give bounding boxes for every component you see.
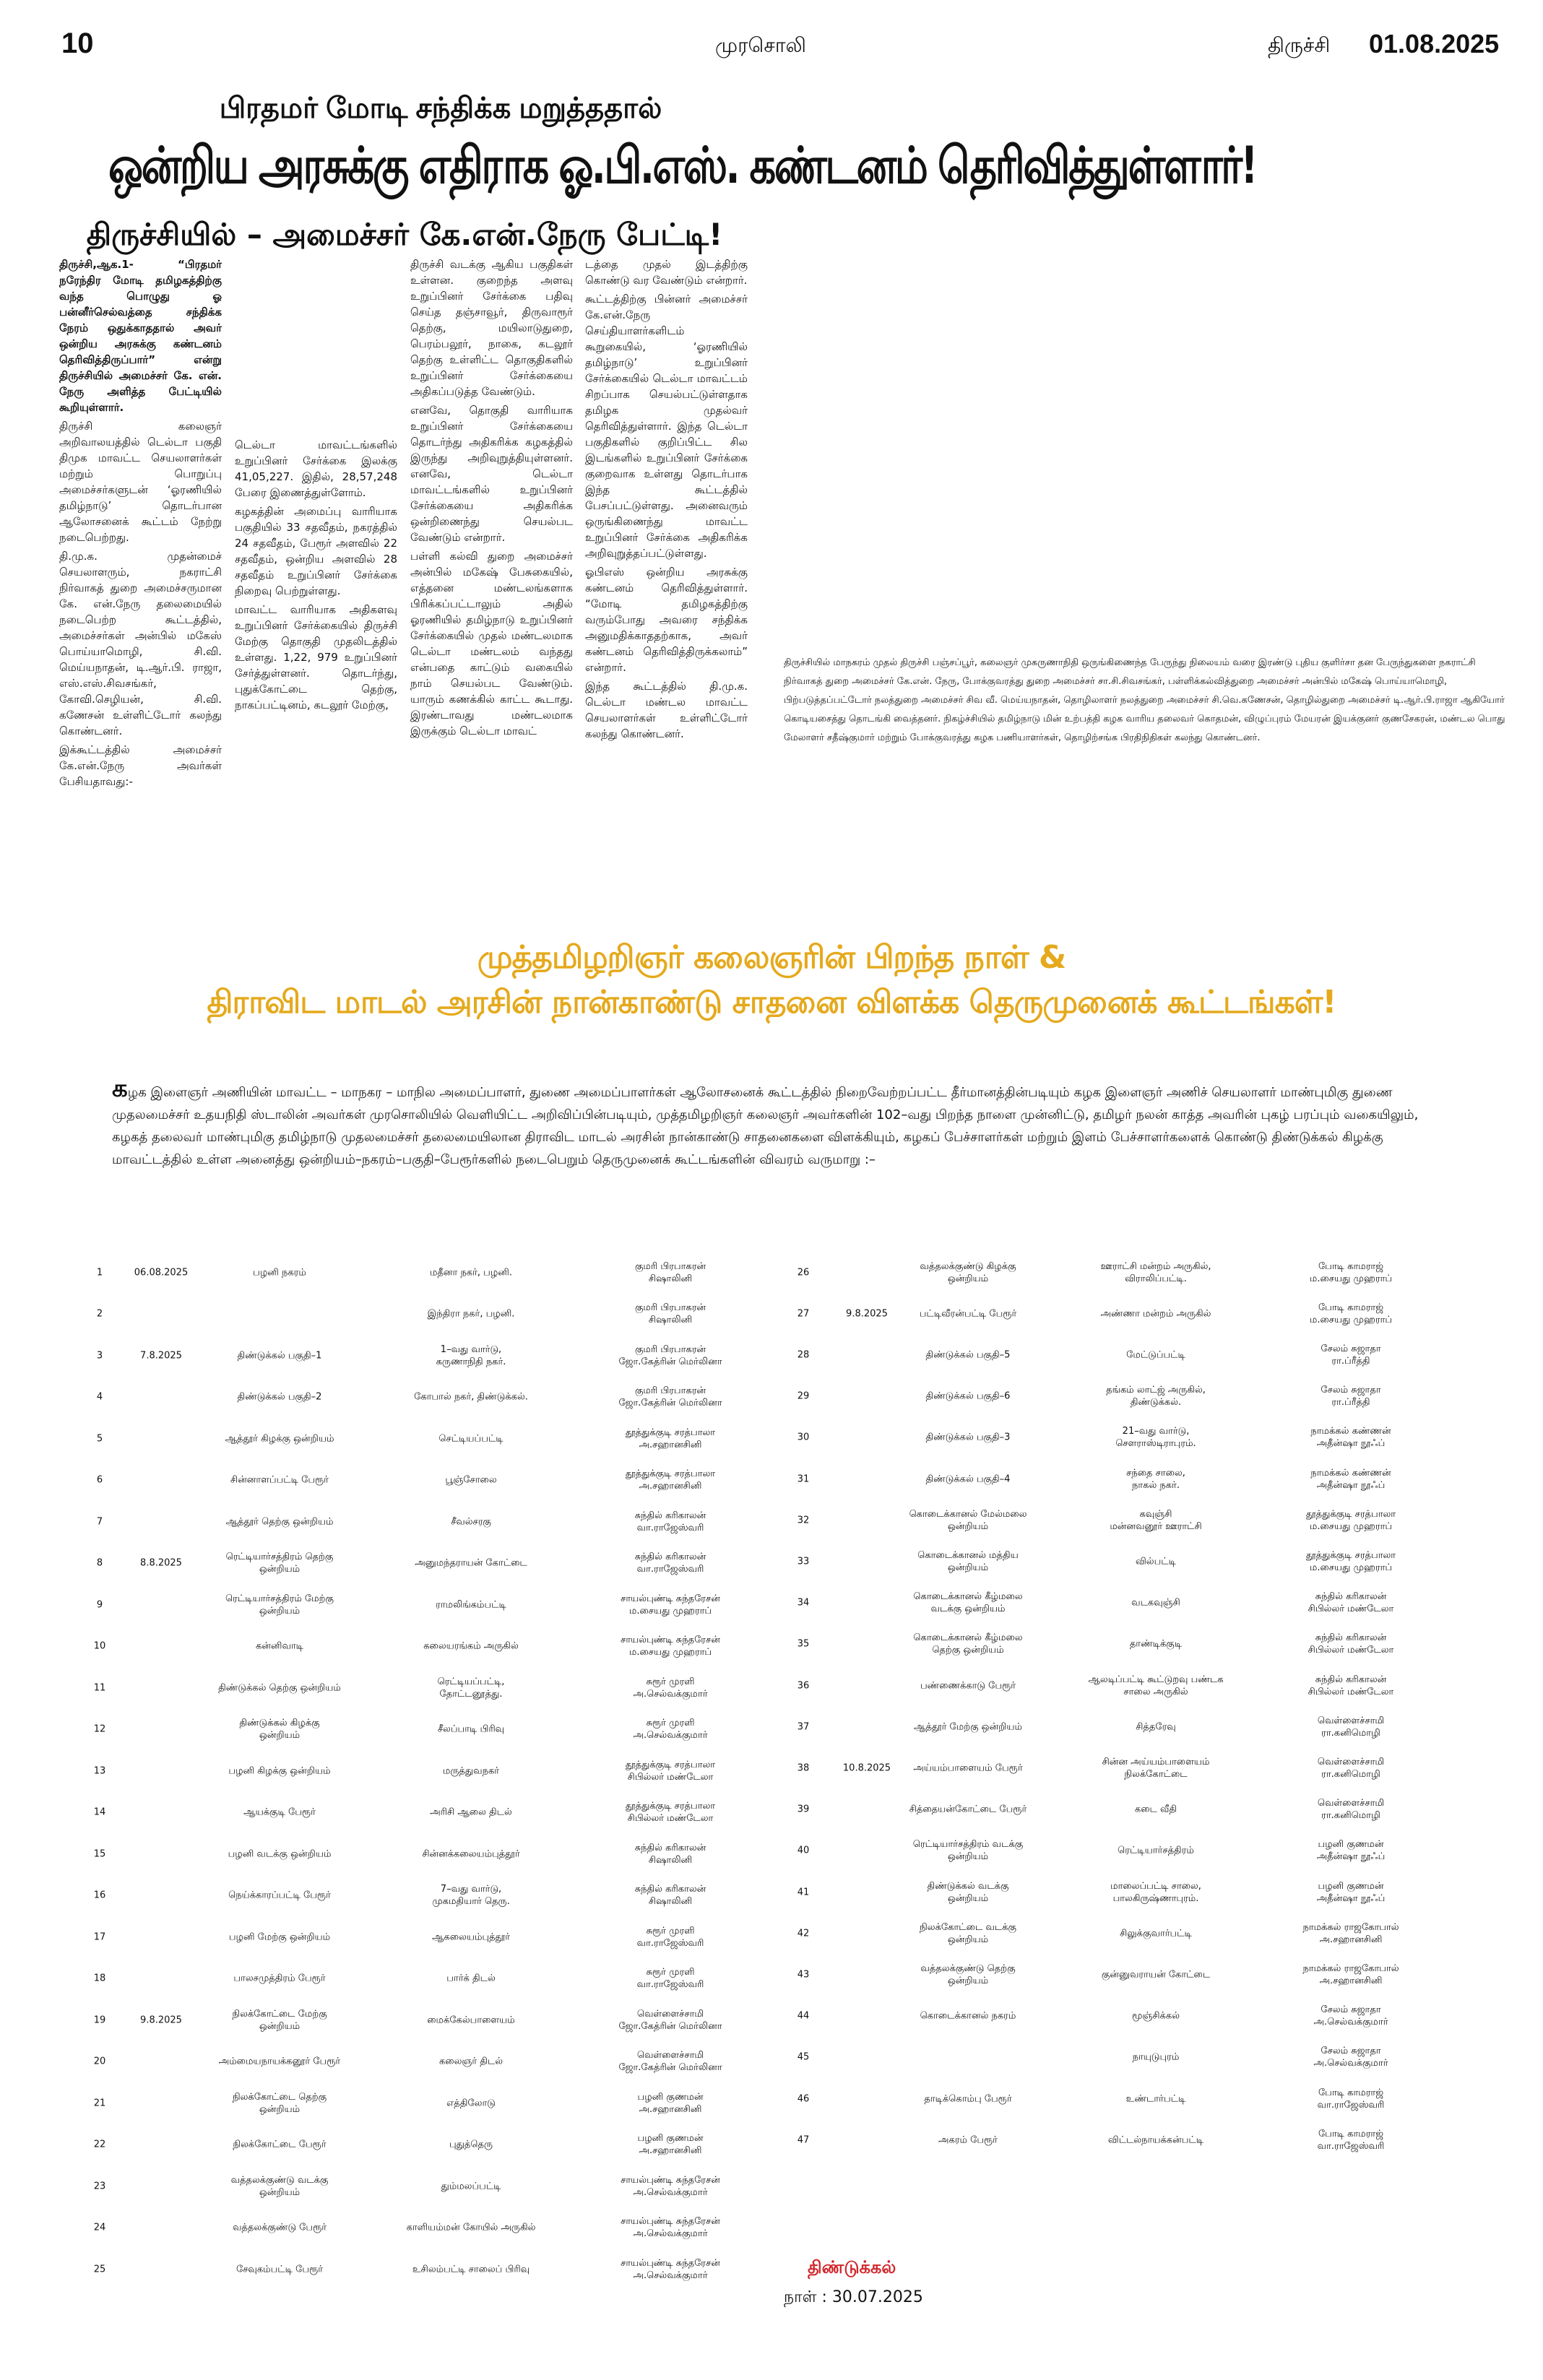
row-number: 35 [797,1638,810,1650]
row-area: சித்தையன்கோட்டை பேரூர் [909,1804,1027,1815]
row-speakers: தூத்துக்குடி சரத்பாலா அ.சஹானசினி [625,1468,716,1492]
row-speakers: சுந்தில் கரிகாலன் சிஷாலினி [634,1884,706,1908]
article-paragraph: கூட்டத்திற்கு பின்னர் அமைச்சர் கே.என்.நேரு செய்தியாளர்களிடம் கூறுகையில், ‘ஓரணியில் தமிழ்நாடு’ உறுப்பினர் சேர்க்கையில் டெல்டா மாவட்டம் சிறப்பாக செயல்பட்டுள்ளதாக தமிழக முதல்வர் தெரிவித்துள்ளார். இந்த டெல்டா பகுதிகளில் குறிப்பிட்ட சில இடங்களில் உறுப்பினர் சேர்க்கை குறைவாக உள்ளது தொடர்பாக இந்த கூட்டத்தில் பேசப்பட்டுள்ளது. அனைவரும் ஒருங்கிணைந்து மாவட்ட உறுப்பினர் சேர்க்கை அதிகரிக்க அறிவுறுத்தப்பட்டுள்ளது. [585,293,748,560]
row-area: வத்தலக்குண்டு பேரூர் [232,2222,327,2233]
schedule-row [0,1913,1543,1954]
intro-dropcap: க [112,1074,128,1103]
row-place: செட்டியப்பட்டி [438,1433,503,1445]
row-place: விட்டல்நாயக்கன்பட்டி [1107,2134,1204,2146]
row-area: ஆத்தூர் கிழக்கு ஒன்றியம் [225,1433,334,1445]
row-number: 16 [93,1890,106,1901]
row-speakers: வெள்ளைச்சாமி ரா.கனிமொழி [1317,1715,1385,1739]
row-area: நிலக்கோட்டை வடக்கு ஒன்றியம் [920,1921,1016,1945]
row-number: 33 [797,1556,810,1567]
row-speakers: சாயல்புண்டி சுந்தரேசன் ம.சையது முஹராப் [621,1635,720,1658]
row-area: நெய்க்காரப்பட்டி பேரூர் [228,1890,331,1901]
row-area: திண்டுக்கல் தெற்கு ஒன்றியம் [218,1682,341,1694]
row-date: 10.8.2025 [842,1762,891,1774]
row-speakers: தூத்துக்குடி சரத்பாலா அ.சஹானசினி [625,1427,716,1450]
article-column-3 [410,256,573,776]
row-place: சின்னக்கலையம்புத்தூர் [422,1848,520,1860]
row-area: அகரம் பேரூர் [938,2134,998,2146]
row-area: திண்டுக்கல் பகுதி–3 [925,1432,1011,1443]
row-area: ரெட்டியார்சத்திரம் மேற்கு ஒன்றியம் [225,1593,334,1617]
row-number: 12 [93,1723,106,1735]
row-speakers: தூத்துக்குடி சரத்பாலா சிபில்லர் மண்டேலா [625,1759,716,1783]
row-number: 17 [93,1931,106,1943]
article-column-2 [235,437,397,776]
row-speakers: தூத்துக்குடி சரத்பாலா ம.சையது முஹராப் [1305,1508,1396,1532]
row-area: ரெட்டியார்சத்திரம் தெற்கு ஒன்றியம் [225,1552,334,1575]
row-area: திண்டுக்கல் பகுதி–2 [237,1391,322,1403]
row-place: உண்டார்பட்டி [1125,2093,1186,2105]
article-paragraph: எனவே, தொகுதி வாரியாக உறுப்பினர் சேர்க்கையை தொடர்ந்து அதிகரிக்க கழகத்தில் இருந்து அறிவுறுத்தியுள்ளனர். எனவே, டெல்டா மாவட்டங்களில் உறுப்பினர் சேர்க்கையை அதிகரிக்க ஒன்றிணைந்து செயல்பட வேண்டும் என்றார். [410,404,573,544]
row-place: ராமலிங்கம்பட்டி [436,1599,506,1611]
row-area: பாலசமுத்திரம் பேரூர் [233,1973,326,1984]
article-paragraph: ஓபிஎஸ் ஒன்றிய அரசுக்கு கண்டனம் தெரிவித்துள்ளார். “மோடி தமிழகத்திற்கு வரும்போது அவரை சந்திக்க அனுமதிக்காததற்காக, அவர் கண்டனம் தெரிவித்திருக்கலாம்” என்றார். [585,566,748,674]
header-city: திருச்சி [1268,33,1331,57]
row-number: 32 [797,1515,810,1526]
paper-name: முரசொலி [715,33,806,57]
row-area: பழனி வடக்கு ஒன்றியம் [228,1848,332,1860]
row-place: புதுத்தெரு [449,2139,493,2150]
row-place: நாயுடுபுரம் [1132,2051,1180,2063]
row-speakers: சுந்தில் கரிகாலன் வா.ராஜேஸ்வரி [634,1552,706,1575]
row-area: தாடிக்கொம்பு பேரூர் [924,2093,1012,2105]
article-column-4 [585,256,748,776]
row-place: ரெட்டியார்சத்திரம் [1118,1845,1194,1856]
row-place: பூஞ்சோலை [445,1474,497,1486]
row-area: பண்ணைக்காடு பேரூர் [920,1680,1016,1692]
row-speakers: நாமக்கல் ராஜகோபால் அ.சஹானசினி [1302,1921,1399,1945]
row-area: கொடைக்கானல் மத்திய ஒன்றியம் [917,1549,1019,1573]
article-headline: ஒன்றிய அரசுக்கு எதிராக ஓ.பி.எஸ். கண்டனம் தெரிவித்துள்ளார்! [108,136,1256,195]
intro-text: ழக இளைஞர் அணியின் மாவட்ட – மாநகர – மாநில அமைப்பாளர், துணை அமைப்பாளர்கள் ஆலோசனைக் கூட்டத்தில் நிறைவேற்றப்பட்ட தீர்மானத்தின்படியும் கழக இளைஞர் அணிச் செயலாளர் மாண்புமிகு துணை முதலமைச்சர் உதயநிதி ஸ்டாலின் அவர்கள் முரசொலியில் வெளியிட்ட அறிவிப்பின்படியும், முத்தமிழறிஞர் கலைஞர் அவர்களின் 102–வது பிறந்த நாளை முன்னிட்டு, தமிழர் நலன் காத்த அவரின் புகழ் பரப்பும் வகையிலும், கழகத் தலைவர் மாண்புமிகு தமிழ்நாடு முதலமைச்சர் தலைமையிலான திராவிட மாடல் அரசின் நான்காண்டு சாதனைகளை விளக்கியும், கழகப் பேச்சாளர்கள் மற்றும் இளம் பேச்சாளர்களைக் கொண்டு திண்டுக்கல் கிழக்கு மாவட்டத்தில் உள்ள அனைத்து ஒன்றியம்–நகரம்–பகுதி–பேரூர்களில் நடைபெறும் தெருமுனைக் கூட்டங்களின் விவரம் வருமாறு :– [112,1085,1419,1167]
schedule-row [0,2078,1543,2119]
row-place: உசிலம்பட்டி சாலைப் பிரிவு [412,2264,530,2275]
banner-line-1: முத்தமிழறிஞர் கலைஞரின் பிறந்த நாள் & [477,939,1066,976]
article-paragraph: இந்த கூட்டத்தில் தி.மு.க. டெல்டா மண்டல மாவட்ட செயலாளர்கள் உள்ளிட்டோர் கலந்து கொண்டனர். [585,680,748,740]
row-place: சீலப்பாடி பிரிவு [437,1723,505,1735]
schedule-row [0,1334,1543,1375]
banner-line-2: திராவிட மாடல் அரசின் நான்காண்டு சாதனை விளக்க தெருமுனைக் கூட்டங்கள்! [207,984,1336,1021]
article-kicker: பிரதமர் மோடி சந்திக்க மறுத்ததால் [219,92,662,124]
row-speakers: போடி காமராஜ் வா.ராஜேஸ்வரி [1317,2128,1385,2152]
row-speakers: குமரி பிரபாகரன் சிஷாலினி [634,1260,706,1284]
article-column-1 [59,256,222,788]
row-speakers: தூத்துக்குடி சரத்பாலா சிபில்லர் மண்டேலா [625,1801,716,1825]
row-number: 5 [96,1433,103,1445]
row-number: 24 [93,2222,106,2233]
row-speakers: வெள்ளைச்சாமி ஜோ.கேத்ரின் மெர்லினா [618,2050,722,2074]
row-number: 38 [797,1762,810,1774]
schedule-row [0,1541,1543,1582]
row-area: பழனி மேற்கு ஒன்றியம் [228,1931,331,1943]
row-speakers: போடி காமராஜ் வா.ராஜேஸ்வரி [1317,2087,1385,2111]
row-number: 45 [797,2051,810,2063]
article-paragraph: திருச்சி வடக்கு ஆகிய பகுதிகள் உள்ளன. குறைந்த அளவு உறுப்பினர் சேர்க்கை பதிவு செய்த தஞ்சாவூர், திருவாரூர் தெற்கு, மயிலாடுதுறை, பெரம்பலூர், நாகை, கடலூர் தெற்கு உள்ளிட்ட தொகுதிகளில் உறுப்பினர் சேர்க்கையை அதிகப்படுத்த வேண்டும். [410,258,573,398]
row-number: 40 [797,1845,810,1856]
row-speakers: சாயல்புண்டி சுந்தரேசன் அ.செல்வக்குமார் [621,2257,720,2281]
row-area: கொடைக்கானல் கீழ்மலை தெற்கு ஒன்றியம் [913,1632,1023,1656]
row-place: மதீனா நகர், பழனி. [430,1267,512,1278]
row-number: 34 [797,1597,810,1609]
row-area: பழனி நகரம் [253,1267,306,1278]
row-place: அண்ணா மன்றம் அருகில் [1100,1308,1211,1320]
schedule-row [0,1624,1543,1665]
row-number: 1 [96,1267,103,1278]
row-speakers: போடி காமராஜ் ம.சையது முஹராப் [1309,1260,1393,1284]
row-place: மூஞ்சிக்கல் [1132,2010,1180,2022]
row-place: மைக்கேல்பாளையம் [427,2015,515,2026]
row-area: திண்டுக்கல் கிழக்கு ஒன்றியம் [239,1718,320,1741]
row-speakers: நாமக்கல் கண்ணன் அதீன்ஷா நூஃப் [1310,1467,1391,1491]
row-speakers: சேலம் சுஜாதா அ.செல்வக்குமார் [1313,2004,1388,2028]
row-number: 6 [96,1474,103,1486]
row-place: தாண்டிக்குடி [1129,1638,1183,1650]
row-place: 21–வது வார்டு, சௌராஸ்டிராபுரம். [1115,1426,1196,1450]
row-area: பழனி கிழக்கு ஒன்றியம் [228,1765,331,1777]
row-area: கொடைக்கானல் மேல்மலை ஒன்றியம் [909,1508,1027,1532]
row-place: 1–வது வார்டு, கருணாநிதி நகர். [436,1343,506,1367]
row-date: 06.08.2025 [134,1267,189,1278]
row-number: 42 [797,1928,810,1939]
row-area: கொடைக்கானல் கீழ்மலை வடக்கு ஒன்றியம் [913,1591,1023,1615]
schedule-row [0,1293,1543,1334]
row-speakers: சுந்தில் கரிகாலன் சிபில்லர் மண்டேலா [1308,1674,1394,1697]
row-number: 13 [93,1765,106,1777]
row-number: 39 [797,1804,810,1815]
row-place: குன்னுவராயன் கோட்டை [1101,1969,1211,1981]
schedule-row [0,1252,1543,1293]
footer-district: திண்டுக்கல் [808,2257,896,2277]
row-speakers: சுந்தில் கரிகாலன் சிபில்லர் மண்டேலா [1308,1591,1394,1615]
row-number: 8 [96,1557,103,1569]
row-speakers: பழனி குணமன் அதீன்ஷா நூஃப் [1316,1839,1386,1863]
schedule-row [0,1996,1543,2037]
row-speakers: நாமக்கல் கண்ணன் அதீன்ஷா நூஃப் [1310,1426,1391,1450]
schedule-row [0,2037,1543,2078]
row-date: 9.8.2025 [140,2015,182,2026]
schedule-row [0,1376,1543,1417]
row-speakers: சுரூர் முரளி அ.செல்வக்குமார் [633,1718,708,1741]
schedule-row [0,1789,1543,1830]
row-number: 4 [96,1391,103,1403]
row-number: 27 [797,1308,810,1320]
row-number: 44 [797,2010,810,2022]
row-number: 29 [797,1390,810,1402]
row-place: மருத்துவநகர் [442,1765,500,1777]
row-area: திண்டுக்கல் பகுதி–6 [925,1390,1011,1402]
row-number: 46 [797,2093,810,2105]
row-number: 26 [797,1267,810,1278]
schedule-row [0,1500,1543,1541]
row-number: 41 [797,1887,810,1898]
row-number: 3 [96,1350,103,1362]
row-speakers: குமரி பிரபாகரன் சிஷாலினி [634,1302,706,1326]
row-area: திண்டுக்கல் வடக்கு ஒன்றியம் [927,1880,1009,1904]
row-area: சேவுகம்பட்டி பேரூர் [235,2264,324,2275]
schedule-row [0,1830,1543,1871]
row-date: 7.8.2025 [140,1350,182,1362]
row-number: 23 [93,2181,106,2192]
row-place: மேட்டுப்பட்டி [1126,1349,1185,1361]
schedule-row [0,1665,1543,1706]
schedule-row [0,1747,1543,1788]
row-area: ஆத்தூர் மேற்கு ஒன்றியம் [914,1721,1022,1733]
row-area: திண்டுக்கல் பகுதி–4 [925,1474,1011,1485]
row-speakers: சுந்தில் கரிகாலன் சிஷாலினி [634,1842,706,1866]
row-date: 9.8.2025 [846,1308,888,1320]
header-date: 01.08.2025 [1369,29,1500,59]
row-speakers: பழனி குணமன் அ.சஹானசினி [637,2133,704,2157]
article-paragraph: பள்ளி கல்வி துறை அமைச்சர் அன்பில் மகேஷ் பேசுகையில், எத்தனை மண்டலங்களாக பிரிக்கப்பட்டாலும் அதில் ஓரணியில் தமிழ்நாடு உறுப்பினர் சேர்க்கையில் முதல் மண்டலமாக டெல்டா மண்டலம் வந்தது என்பதை காட்டும் வகையில் நாம் செயல்பட வேண்டும். யாரும் கணக்கில் காட்ட கூடாது. இரண்டாவது மண்டலமாக இருக்கும் டெல்டா மாவட் [410,550,573,737]
row-place: கோபால் நகர், திண்டுக்கல். [414,1391,528,1403]
article-paragraph: மாவட்ட வாரியாக அதிகளவு உறுப்பினர் சேர்க்கையில் திருச்சி மேற்கு தொகுதி முதலிடத்தில் உள்ளது. 1,22, 979 உறுப்பினர் சேர்த்துள்ளனர். தொடர்ந்து, புதுக்கோட்டை தெற்கு, நாகப்பட்டினம், கடலூர் மேற்கு, [235,603,397,711]
row-place: வடகவுஞ்சி [1131,1597,1180,1609]
schedule-row [0,2119,1543,2160]
row-speakers: சாயல்புண்டி சுந்தரேசன் அ.செல்வக்குமார் [621,2216,720,2240]
row-place: காளியம்மன் கோயில் அருகில் [406,2222,536,2233]
footer-date: நாள் : 30.07.2025 [784,2288,923,2306]
row-place: சீவல்சரகு [451,1516,491,1528]
row-speakers: பழனி குணமன் அதீன்ஷா நூஃப் [1316,1880,1386,1904]
row-number: 43 [797,1969,810,1981]
row-speakers: சுரூர் முரளி அ.செல்வக்குமார் [633,1676,708,1700]
row-place: 7–வது வார்டு, முகமதியார் தெரு. [432,1884,510,1908]
row-area: அய்யம்பாளையம் பேரூர் [913,1762,1023,1774]
row-speakers: தூத்துக்குடி சரத்பாலா ம.சையது முஹராப் [1305,1549,1396,1573]
row-number: 15 [93,1848,106,1860]
schedule-row [0,2165,1543,2207]
row-place: ஆகலையம்புத்தூர் [431,1931,511,1943]
row-area: அம்மையநாயக்கனூர் பேரூர் [218,2056,341,2067]
row-place: தங்கம் லாட்ஜ் அருகில், திண்டுக்கல். [1106,1385,1206,1408]
row-speakers: சேலம் சுஜாதா ரா.ப்ரீத்தி [1321,1343,1381,1367]
schedule-row [0,2249,1543,2290]
article-paragraph: டெல்டா மாவட்டங்களில் உறுப்பினர் சேர்க்கை இலக்கு 41,05,227. இதில், 28,57,248 பேரை இணைத்துள்ளோம். [235,438,397,499]
schedule-row [0,1583,1543,1624]
row-number: 2 [96,1308,103,1320]
row-number: 11 [93,1682,106,1694]
row-number: 25 [93,2264,106,2275]
row-area: கன்னிவாடி [255,1640,304,1652]
row-date: 8.8.2025 [140,1557,182,1569]
schedule-row [0,1706,1543,1747]
schedule-row [0,1458,1543,1500]
row-number: 30 [797,1432,810,1443]
row-speakers: சுரூர் முரளி வா.ராஜேஸ்வரி [636,1925,704,1949]
row-speakers: வெள்ளைச்சாமி ஜோ.கேத்ரின் மெர்லினா [618,2008,722,2032]
row-area: நிலக்கோட்டை பேரூர் [233,2139,327,2150]
row-place: ரெட்டியப்பட்டி, தோட்டனூத்து. [437,1676,505,1700]
row-number: 20 [93,2056,106,2067]
row-speakers: போடி காமராஜ் ம.சையது முஹராப் [1309,1302,1393,1325]
page-number: 10 [61,27,94,59]
row-place: கலையரங்கம் அருகில் [423,1640,519,1652]
row-area: வத்தலக்குண்டு கிழக்கு ஒன்றியம் [920,1260,1016,1284]
row-place: பார்க் திடல் [446,1973,496,1984]
schedule-row [0,1871,1543,1913]
row-area: நிலக்கோட்டை தெற்கு ஒன்றியம் [232,2091,327,2115]
row-speakers: சாயல்புண்டி சுந்தரேசன் அ.செல்வக்குமார் [621,2174,720,2198]
row-place: இந்திரா நகர், பழனி. [427,1308,515,1320]
row-place: மாலைப்பட்டி சாலை, பாலகிருஷ்ணாபுரம். [1110,1880,1201,1904]
schedule-row [0,1954,1543,1995]
row-number: 19 [93,2015,106,2026]
row-area: நிலக்கோட்டை மேற்கு ஒன்றியம் [232,2008,327,2032]
row-number: 31 [797,1474,810,1485]
row-area: ரெட்டியார்சத்திரம் வடக்கு ஒன்றியம் [912,1839,1024,1863]
photo-caption: திருச்சியில் மாநகரம் முதல் திருச்சி பஞ்சப்பூர், கலைஞர் முகருணாநிதி ஒருங்கிணைந்த பேருந்து நிலையம் வரை இரண்டு புதிய குளிர்சா தன பேருந்துகளை நகராட்சி நிர்வாகத் துறை அமைச்சர் கே.என். நேரு, போக்குவரத்து துறை அமைச்சர் சா.சி.சிவசங்கர், பள்ளிக்கல்வித்துறை அமைச்சர் அன்பில் மகேஷ் பொய்யாமொழி, பிற்படுத்தப்பட்டோர் நலத்துறை அமைச்சர் சிவ வீ. மெய்யநாதன், தொழிலாளர் நலத்துறை அமைச்சர் சி.வெ.கணேசன், தொழில்துறை அமைச்சர் டி.ஆர்.பி.ராஜா ஆகியோர் கொடியசைத்து தொடங்கி வைத்தனர். நிகழ்ச்சியில் தமிழ்நாடு மின் உற்பத்தி கழக வாரிய தலைவர் கொதமன், விழுப்புரம் மேயரன் இயக்குனர் குணசேகரன், மண்டல பொது மேலாளர் சதீஷ்குமார் மற்றும் போக்குவரத்து கழக பணியாளர்கள், தொழிற்சங்க பிரதிநிதிகள் கலந்து கொண்டனர். [784,657,1505,743]
row-area: வத்தலக்குண்டு தெற்கு ஒன்றியம் [920,1963,1016,1986]
row-speakers: குமரி பிரபாகரன் ஜோ.கேத்ரின் மெர்லினா [618,1385,722,1409]
row-area: திண்டுக்கல் பகுதி–1 [237,1350,322,1362]
schedule-row [0,2207,1543,2249]
row-area: சின்னாளப்பட்டி பேரூர் [230,1474,329,1486]
row-speakers: சாயல்புண்டி சுந்தரேசன் ம.சையது முஹராப் [621,1593,720,1617]
row-area: திண்டுக்கல் பகுதி–5 [925,1349,1011,1361]
schedule-row [0,1417,1543,1458]
row-place: சித்தரேவு [1136,1721,1176,1733]
row-number: 21 [93,2098,106,2109]
article-paragraph: திருச்சி கலைஞர் அறிவாலயத்தில் டெல்டா பகுதி திமுக மாவட்ட செயலாளர்கள் மற்றும் பொறுப்பு அமைச்சர்களுடன் ‘ஓரணியில் தமிழ்நாடு’ தொடர்பான ஆலோசனைக் கூட்டம் நேற்று நடைபெற்றது. [59,420,222,544]
row-speakers: நாமக்கல் ராஜகோபால் அ.சஹானசினி [1302,1963,1399,1986]
row-number: 36 [797,1680,810,1692]
article-paragraph: கழகத்தின் அமைப்பு வாரியாக பகுதியில் 33 சதவீதம், நகரத்தில் 24 சதவீதம், பேரூர் அளவில் 22 சதவீதம், ஒன்றிய அளவில் 28 சதவீதம் உறுப்பினர் சேர்க்கை நிறைவு பெற்றுள்ளது. [235,505,397,597]
row-place: தும்மலப்பட்டி [441,2181,501,2192]
row-number: 47 [797,2134,810,2146]
row-place: அரிசி ஆலை திடல் [430,1806,512,1818]
row-area: வத்தலக்குண்டு வடக்கு ஒன்றியம் [230,2174,329,2198]
row-area: கொடைக்கானல் நகரம் [920,2010,1016,2022]
row-speakers: சுந்தில் கரிகாலன் வா.ராஜேஸ்வரி [634,1510,706,1533]
row-place: சின்ன அய்யம்பாளையம் நிலக்கோட்டை [1102,1756,1210,1780]
row-speakers: பழனி குணமன் அ.சஹானசினி [637,2091,704,2115]
row-place: அனுமந்தராயன் கோட்டை [415,1557,527,1569]
row-place: கடை வீதி [1134,1804,1177,1815]
row-area: ஆயக்குடி பேரூர் [243,1806,316,1818]
row-number: 28 [797,1349,810,1361]
row-number: 18 [93,1973,106,1984]
row-speakers: சேலம் சுஜாதா ரா.ப்ரீத்தி [1321,1385,1381,1408]
row-speakers: சுந்தில் கரிகாலன் சிபில்லர் மண்டேலா [1308,1632,1394,1656]
intro-paragraph [112,1074,1438,1171]
row-place: ஆலடிப்பட்டி கூட்டுறவு பண்டக சாலை அருகில் [1088,1674,1224,1697]
article-subhead: திருச்சியில் – அமைச்சர் கே.என்.நேரு பேட்டி! [86,217,723,252]
row-place: வில்பட்டி [1136,1556,1176,1567]
row-place: கலைஞர் திடல் [438,2056,503,2067]
row-speakers: சேலம் சுஜாதா அ.செல்வக்குமார் [1313,2046,1388,2069]
row-place: சந்தை சாலை, நாகல் நகர். [1126,1467,1185,1491]
row-place: கவுஞ்சி மன்னவனூர் ஊராட்சி [1110,1508,1202,1532]
article-paragraph: திருச்சி,ஆக.1- “பிரதமர் நரேந்திர மோடி தமிழகத்திற்கு வந்த பொழுது ஓ பன்னீர்செல்வத்தை சந்திக்க நேரம் ஒதுக்காததால் அவர் ஒன்றிய அரசுக்கு கண்டனம் தெரிவித்திருப்பார்” என்று திருச்சியில் அமைச்சர் கே. என். நேரு அளித்த பேட்டியில் கூறியுள்ளார். [59,258,222,414]
row-number: 37 [797,1721,810,1733]
row-number: 10 [93,1640,106,1652]
row-number: 22 [93,2139,106,2150]
article-paragraph: டத்தை முதல் இடத்திற்கு கொண்டு வர வேண்டும் என்றார். [585,258,748,287]
row-speakers: குமரி பிரபாகரன் ஜோ.கேத்ரின் மெர்லினா [618,1343,722,1367]
row-area: பட்டிவீரன்பட்டி பேரூர் [919,1308,1017,1320]
row-place: எத்திலோடு [446,2098,496,2109]
article-paragraph: இக்கூட்டத்தில் அமைச்சர் கே.என்.நேரு அவர்கள் பேசியதாவது:- [59,743,222,788]
article-paragraph: தி.மு.க. முதன்மைச் செயலாளரும், நகராட்சி நிர்வாகத் துறை அமைச்சருமான கே. என்.நேரு தலைமையில் நடைபெற்ற கூட்டத்தில், அமைச்சர்கள் அன்பில் மகேஸ் பொய்யாமொழி, சி.வி. மெய்யநாதன், டி.ஆர்.பி. ராஜா, எஸ்.எஸ்.சிவசங்கர், கோவி.செழியன், சி.வி. கணேசன் உள்ளிட்டோர் கலந்து கொண்டனர். [59,550,222,737]
row-number: 7 [96,1516,103,1528]
row-place: ஊராட்சி மன்றம் அருகில், விராலிப்பட்டி. [1100,1260,1211,1284]
row-speakers: சுரூர் முரளி வா.ராஜேஸ்வரி [636,1967,704,1991]
row-place: சிலுக்குவார்பட்டி [1120,1928,1192,1939]
row-speakers: வெள்ளைச்சாமி ரா.கனிமொழி [1317,1798,1385,1822]
row-number: 14 [93,1806,106,1818]
row-area: ஆத்தூர் தெற்கு ஒன்றியம் [225,1516,334,1528]
row-number: 9 [96,1599,103,1611]
row-speakers: வெள்ளைச்சாமி ரா.கனிமொழி [1317,1756,1385,1780]
